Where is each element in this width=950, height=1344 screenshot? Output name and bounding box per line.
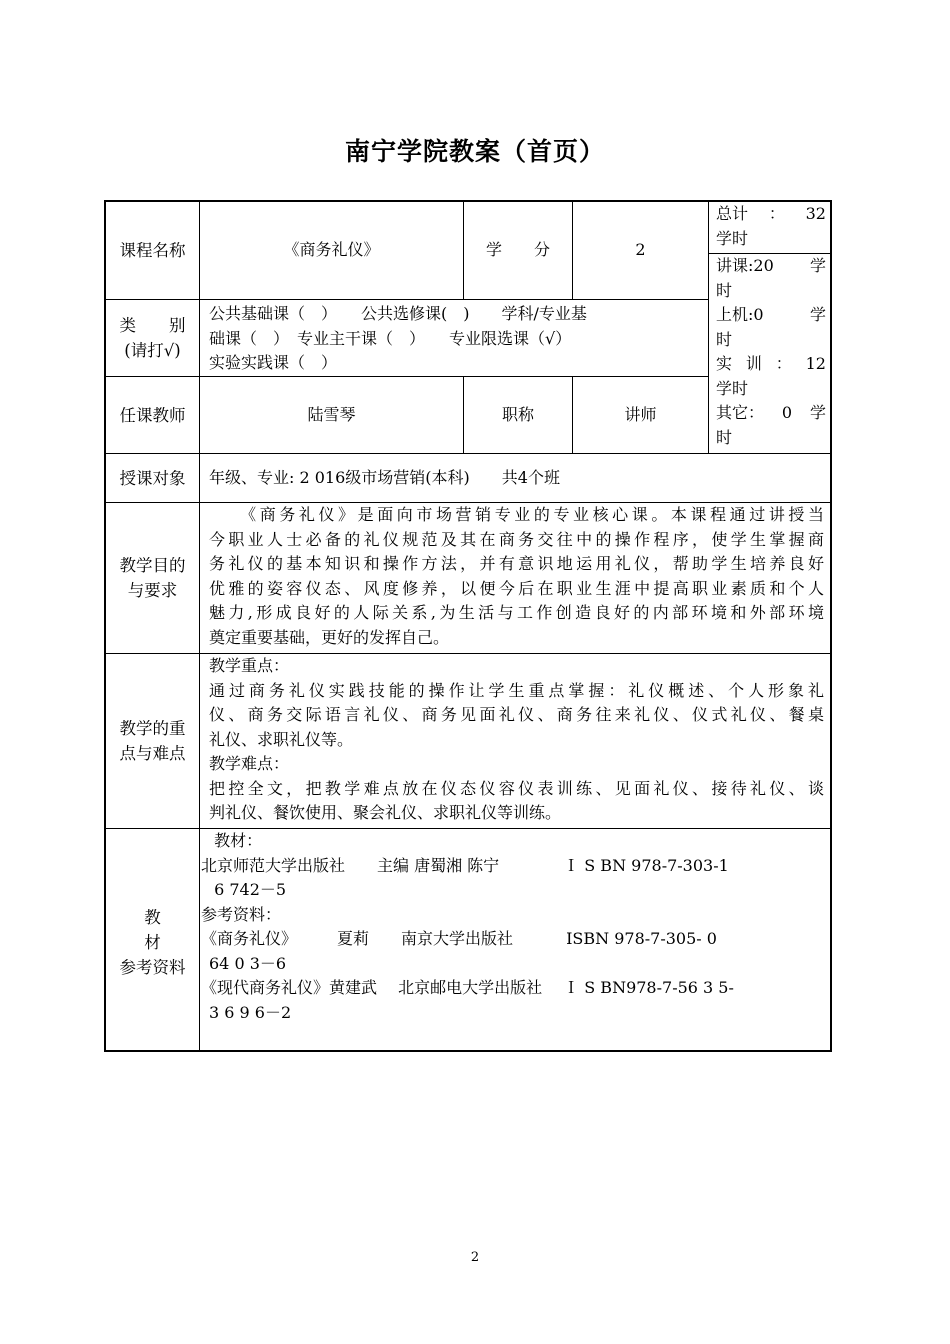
grid-line [199, 202, 200, 1050]
course-name-label: 课程名称 [119, 241, 186, 260]
text-line: 今职业人士必备的礼仪规范及其在商务交往中的操作程序，使学生掌握商 [209, 529, 824, 549]
credit-value: 2 [635, 240, 646, 260]
text-line: 教材： [209, 831, 263, 850]
teacher-name: 陆雪琴 [307, 404, 356, 424]
lesson-plan-table [104, 200, 832, 1052]
text-line: 64 0 3－6 [209, 953, 287, 973]
objectives-label: 教学目的 与要求 [119, 556, 186, 600]
teacher-title-value: 讲师 [624, 404, 657, 424]
text-line: 把控全文，把教学难点放在仪态仪容仪表训练、见面礼仪、接待礼仪、谈 [209, 778, 824, 798]
text-line: 魅力,形成良好的人际关系,为生活与工作创造良好的内部环境和外部环境 [209, 603, 824, 622]
teacher-title-label: 职称 [501, 404, 534, 424]
category-label: 类 别 (请打√) [119, 316, 186, 360]
text-line: 优雅的姿容仪态、风度修养，以便今后在职业生涯中提高职业素质和个人 [209, 578, 824, 598]
page-title: 南宁学院教案（首页） [344, 137, 605, 166]
audience-label: 授课对象 [119, 468, 186, 488]
category-line: 实验实践课（ ） [209, 353, 338, 372]
text-line: 教学重点： [209, 656, 290, 675]
credit-label: 学 分 [485, 240, 550, 260]
text-line: 北京师范大学出版社 主编 唐蜀湘 陈宁 Ｉ S BN 978-7-303-1 [201, 855, 729, 875]
text-line: 参考资料： [201, 904, 282, 924]
text-line: 3 6 9 6－2 [209, 1002, 292, 1022]
text-line: 《商务礼仪》是面向市场营销专业的专业核心课。本课程通过讲授当 [209, 505, 824, 524]
text-line: 仪、商务交际语言礼仪、商务见面礼仪、商务往来礼仪、仪式礼仪、餐桌 [209, 705, 824, 724]
course-name-value: 《商务礼仪》 [283, 240, 380, 260]
text-line: 务礼仪的基本知识和操作方法，并有意识地运用礼仪，帮助学生培养良好 [209, 554, 824, 573]
text-line: 礼仪、求职礼仪等。 [209, 729, 354, 749]
text-line: 6 742－5 [209, 880, 287, 899]
category-options [209, 302, 704, 376]
materials-label: 教 材 参考资料 [119, 907, 186, 977]
grid-line [708, 202, 709, 453]
teacher-label: 任课教师 [119, 405, 186, 425]
key-points-label: 教学的重 点与难点 [119, 719, 186, 763]
hours-total: 总计 ： 32 学时 [716, 204, 826, 248]
hours-breakdown: 讲课:20 学 时 上机:0 学 时 实 训 ： 12 学时 其它： 0 学 时 [716, 256, 826, 447]
text-line: 奠定重要基础，更好的发挥自己。 [209, 627, 450, 647]
text-line: 教学难点： [209, 754, 290, 773]
page-number: 2 [470, 1250, 480, 1265]
text-line: 判礼仪、餐饮使用、聚会礼仪、求职礼仪等训练。 [209, 803, 562, 822]
key-points-text [209, 654, 824, 826]
category-line: 公共基础课（ ） 公共选修课( ) 学科/专业基 [209, 304, 587, 323]
text-line: 通过商务礼仪实践技能的操作让学生重点掌握：礼仪概述、个人形象礼 [209, 680, 824, 700]
text-line: 《商务礼仪》 夏莉 南京大学出版社 ISBN 978-7-305- 0 [201, 929, 717, 948]
objectives-text [209, 503, 824, 650]
text-line: 《现代商务礼仪》黄建武 北京邮电大学出版社 Ｉ S BN978-7-56 3 5- [201, 978, 734, 997]
audience-value: 年级、专业: 2 016级市场营销(本科) 共4个班 [209, 468, 560, 487]
materials-text [201, 829, 824, 1025]
category-line: 础课（ ） 专业主干课（ ） 专业限选课（√） [209, 328, 572, 348]
